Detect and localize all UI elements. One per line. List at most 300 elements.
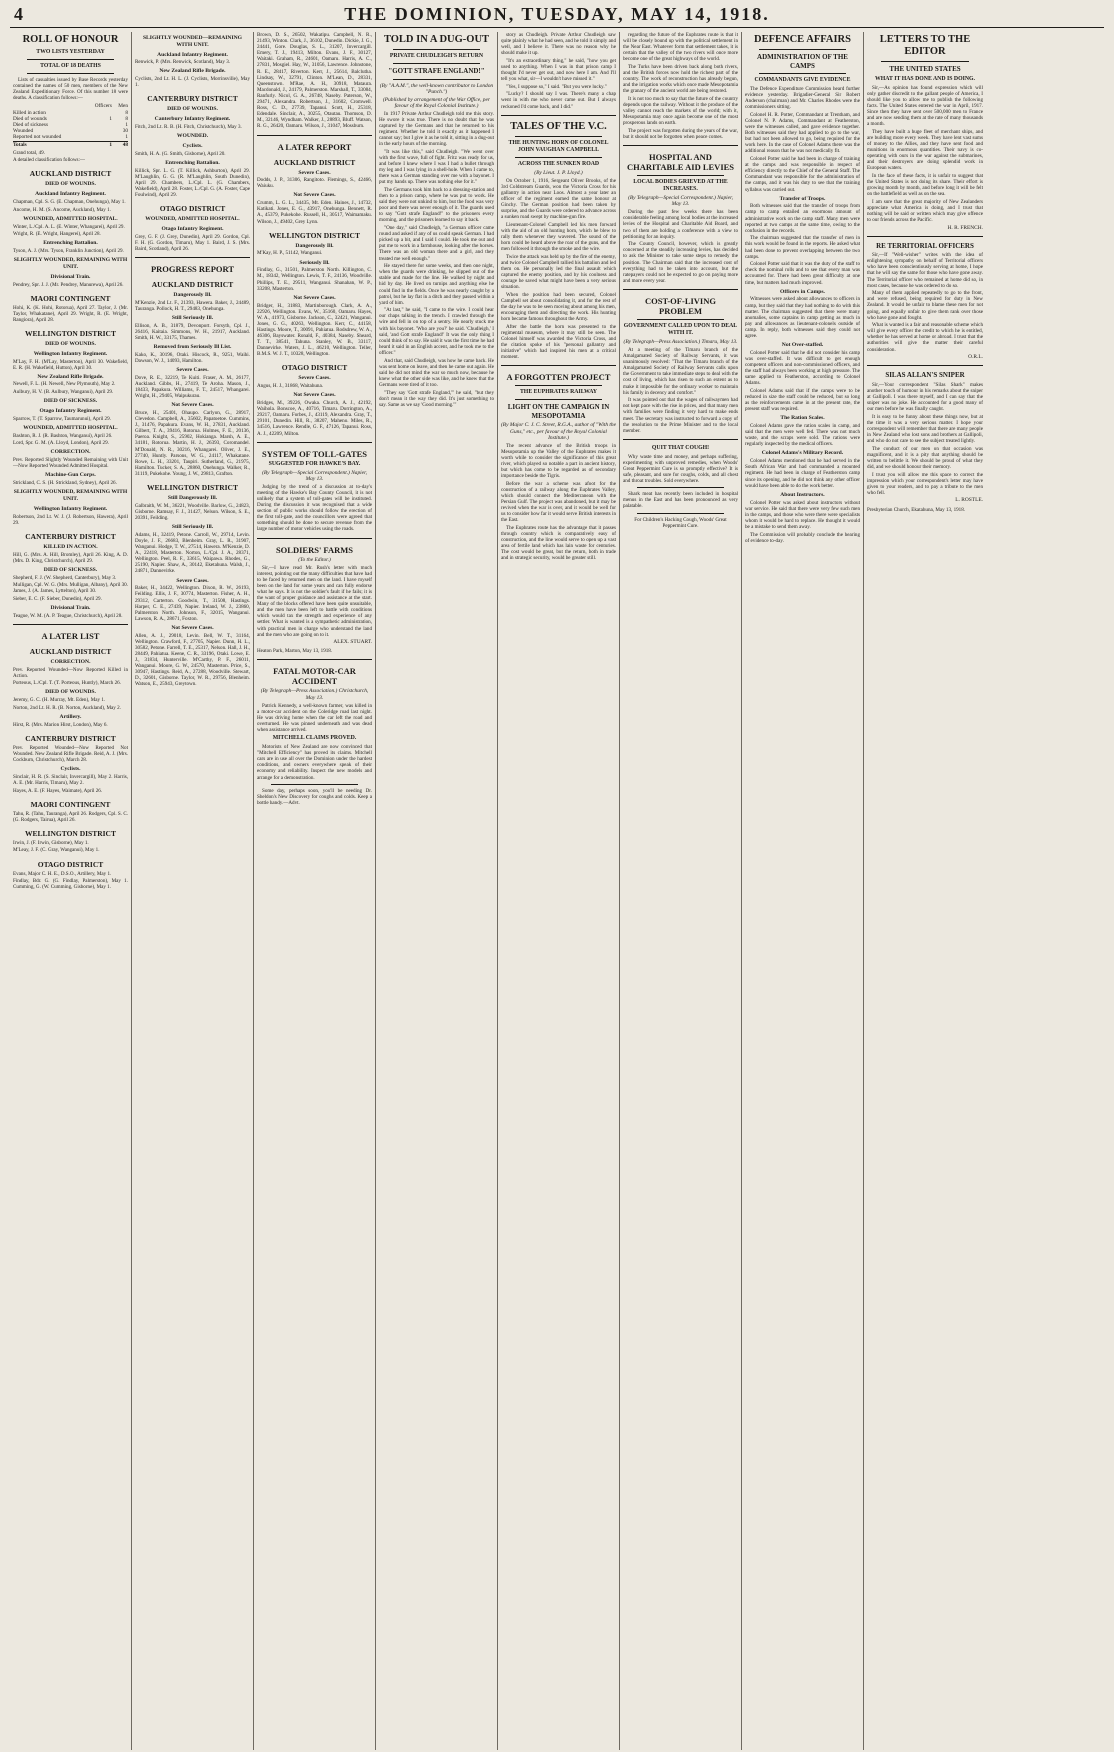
letters-headline: LETTERS TO THE EDITOR: [879, 34, 971, 57]
district-heading: CANTERBURY DISTRICT: [147, 94, 238, 104]
summary-men: 48: [112, 141, 128, 148]
column-2-casualties: [132, 32, 254, 1750]
article-paragraph: And that, said Chudleigh, was how he came back. He was sent home on leave, and then he came out again. He said he did not mind the war so much now, because he knew what the other side was like, and he knew that the Germans were tired of it too.: [379, 357, 494, 388]
letter-label: (To the Editor.): [298, 556, 331, 563]
fatal-accident-headline: FATAL MOTOR-CAR ACCIDENT: [273, 666, 356, 687]
condition-heading: Severe Cases.: [176, 367, 209, 374]
article-paragraph: Colonel Adams said that if the camps were to be reduced in size the staff could be reduced, but so long as the reinforcements came in at the present rate, the present staff was required.: [745, 387, 860, 413]
unit-heading: Wellington Infantry Regiment.: [33, 505, 108, 512]
letter-signature: O.R.L.: [968, 354, 983, 361]
casualty-category: CORRECTION.: [50, 658, 91, 665]
letter-heading: THE UNITED STATES: [889, 65, 961, 73]
article-paragraph: "Lucky? I should say I was. There's many a chap went in with me who never came out. But I always reckoned I'd come back, and I did.": [501, 91, 616, 110]
casualty-entry: Sparrow, T. (T. Sparrow, Taumarunui), April 29.: [13, 415, 111, 422]
letter-paragraph: The conduct of our men on that occasion was magnificent, and it is a pity that anything should be written to belittle it. We should be proud of what they did, and we should honour their memory.: [867, 445, 983, 470]
patient-list: Allen, A. J., 29018, Levin. Bell, W. T., 31164, Wellington. Crawford, F., 27705, Napier. Dunn, H. L., 30582, Petone. Farrell, T. E., 25317, Nelson. Hall, J. H., 28449, Pahiatua. Keene, C. R., 33196, Otaki. Lowe, E. J., 31834, Hunterville. M'Carthy, P. F., 26011, Wanganui. Moore, G. W., 24570, Masterton. Price, S., 30947, Hastings. Reid, A., 27288, Woodville. Stewart, D., 32601, Gisborne. Taylor, W. R., 29756, Blenheim. Watson, E., 25943, Greytown.: [135, 632, 250, 688]
district-heading: CANTERBURY DISTRICT: [25, 733, 116, 743]
article-paragraph: story as Chudleigh. Private Arthur Chudleigh saw quite plainly what he had seen, and he told it simply and well, and I believe it. There was no reason why he should make it up.: [501, 32, 616, 57]
hospital-deck: LOCAL BODIES GRIEVED AT THE INCREASES.: [633, 179, 728, 193]
article-paragraph: The Euphrates route has the advantage that it passes through country which is comparatively easy of construction, and the line would serve to open up a vast area of fertile land which has lain waste for centuries. The cost would be great, but the return, both in trade and in strategic security, would be greater still.: [501, 524, 616, 562]
casualty-entry: Chapman, Cpl. S. G. (E. Chapman, Onehunga), May 1.: [13, 199, 126, 206]
summary-header-cell: Officers: [94, 103, 112, 110]
unit-heading: Entrenching Battalion.: [43, 240, 98, 247]
hospital-levies-headline: HOSPITAL AND CHARITABLE AID LEVIES: [626, 152, 735, 173]
dugout-deck: PRIVATE CHUDLEIGH'S RETURN: [389, 53, 484, 59]
casualty-entry: Fitch, 2nd Lt. R. B. (H. Fitch, Christchurch), May 3.: [135, 124, 242, 131]
intro-text: Lists of casualties issued by Base Records yesterday contained the names of 50 men, members of the New Zealand Expeditionary Force. Of this number 18 were deaths. A classification follows:—: [13, 77, 128, 102]
letter-paragraph: Sir,—If "Well-wisher" writes with the idea of enlightening sympathy on behalf of Territorial officers who have been conscientiously serving at home, I hope that he will say the same for those who have gone away. The Territorial officer who remained at home did so, in most cases, because he was ordered to do so.: [867, 252, 983, 289]
summary-men: 1: [125, 121, 128, 128]
article-paragraph: Before the war a scheme was afoot for the construction of a railway along the Euphrates Valley, which should connect the Mediterranean with the Persian Gulf. The project was abandoned, but it may be revived when the war is over, and it would be well for us to consider how far it would serve British interests in the East.: [501, 480, 616, 524]
summary-label: Totals: [13, 141, 95, 148]
casualty-entry: Hirst, R. (Mrs. Marion Hirst, London), May 6.: [13, 721, 108, 728]
divider: [257, 135, 372, 136]
tales-deck: ACROSS THE SUNKEN ROAD: [517, 160, 600, 167]
summary-row: [13, 134, 128, 141]
district-heading: MAORI CONTINGENT: [30, 799, 111, 809]
article-paragraph: The Germans took him back to a dressing-station and then to a prison camp, where he was put to work. He said they were not unkind to him, but the food was very poor and there was never enough of it. The guards used to say "Gott strafe England!" to the prisoners every morning, and the prisoners learned to say it back.: [379, 187, 494, 224]
column-5-tales: [498, 32, 620, 1750]
condition-heading: Still Dangerously Ill.: [167, 495, 218, 502]
article-text: Patrick Kennedy, a well-known farmer, was killed in a motor-car accident on the Coleridge road last night. He was driving home when the car left the road and overturned. He was pinned underneath and was dead when assistance arrived.: [257, 702, 372, 734]
casualty-entry: Aulbury, H. V. (B. Aulbury, Wanganui), April 29.: [13, 389, 114, 396]
patient-list: Adams, H., 32419, Petone. Carroll, W., 29714, Levin. Doyle, J. F., 26683, Blenheim. Gray, L. R., 31907, Wanganui. Hodge, T. W., 27514, Hawera. M'Kenzie, D. A., 22418, Masterton. Norton, L./Cpl. J. A., 28371, Wellington. Peel, R. F., 33615, Waipawa. Rhodes, G., 25190, Napier. Shaw, A., 30142, Eketahuna. Walsh, J., 24871, Dannevirke.: [135, 531, 250, 575]
casualty-category: WOUNDED, ADMITTED HOSPITAL.: [23, 215, 118, 222]
summary-officers: 1: [95, 141, 112, 148]
casualty-category: KILLED IN ACTION.: [43, 543, 98, 550]
patient-list: Bridger, H., 31883, Martinborough. Clark, A. A., 22926, Wellington. Evans, W., 35160, Oamaru. Hayes, W. A., 41973, Gisborne. Jackson, C., 32421, Wanganui. Jones, G. G., 40263, Wellington. Kerr, C., 44158, Hastings. Moore, T., 30091, Pahiatua. Rodsdrew, W. A., 46306, Bayswater. Ronald, F., 40384, Naseby. Sheard, T. T., 38541, Tahuna. Stanley, W. B., 33117, Dannevirke. Waters, J. L., 46210, Wellington. Teller, B.M.S. W. J. T., 10328, Wellington.: [257, 302, 372, 358]
advert-text: Motorists of New Zealand are now convinced that "Mitchell Efficiency" has proved its claims. Mitchell cars are in use all over the Dominion under the hardest conditions, and owners everywhere speak of their economy and reliability. Inspect the new models and arrange for a demonstration.: [257, 744, 372, 781]
article-paragraph: It was pointed out that the wages of railwaymen had not kept pace with the rise in prices, and that many men with families were finding it very hard to make ends meet. The secretary was instructed to forward a copy of the resolution to the Prime Minister and to the local member.: [623, 397, 738, 434]
forgotten-project-headline: A FORGOTTEN PROJECT: [506, 372, 611, 383]
letter-paragraph: In the face of these facts, it is unfair to suggest that the United States is not doing its share. Their effort is growing month by month, and before long it will be felt on the battlefield as well as on the sea.: [867, 172, 983, 198]
unit-heading: Auckland Infantry Regiment.: [157, 51, 228, 58]
article-paragraph: The Defence Expenditure Commission heard further evidence yesterday. Brigadier-General Sir Robert Anderson (chairman) and Mr. Charles Rhodes were the commissioners sitting.: [745, 86, 860, 111]
article-paragraph: Twice the attack was held up by the fire of the enemy, and twice Colonel Campbell rallied his battalion and led them on. He personally led the final assault which captured the enemy position, and by his coolness and courage he saved what might have been a very serious situation.: [501, 253, 616, 291]
column-7-defence: [742, 32, 864, 1750]
casualty-entry: Irwin, J. (F. Irwin, Gisborne), May 1.: [13, 839, 89, 846]
article-paragraph: The Commission will probably conclude the hearing of evidence to-day.: [745, 531, 860, 544]
article-paragraph: regarding the future of the Euphrates route is that it will be closely bound up with the political settlement in the Near East. Whatever form that settlement takes, it is certain that the valley of the two rivers will once more become one of the great highways of the world.: [623, 32, 738, 63]
divider: [867, 236, 983, 237]
article-paragraph: The Turks have been driven back along both rivers, and the British forces now hold the richest part of the country. The work of reconstruction has already begun, and the irrigation works which once made Mesopotamia the granary of the ancient world are being restored.: [623, 63, 738, 95]
article-paragraph: Colonel Potter was asked about instructors without war service. He said that there were very few such men in the camps, and those who were there were specialists whom it would be hard to replace. He thought it would be a mistake to send them away.: [745, 499, 860, 530]
patient-list: Angus, H. J., 31868, Waitahuna.: [257, 383, 323, 390]
district-heading: WELLINGTON DISTRICT: [269, 230, 360, 240]
district-heading: WELLINGTON DISTRICT: [147, 483, 238, 493]
divider: [257, 538, 372, 539]
casualty-category: DIED OF WOUNDS.: [45, 340, 96, 347]
page-number: 4: [14, 4, 23, 24]
unit-heading: Cyclists.: [182, 142, 203, 149]
defence-affairs-headline: DEFENCE AFFAIRS: [754, 34, 851, 45]
news-note: Shark meat has recently been included in hospital menus in the East and has been pronounced as very palatable.: [623, 491, 738, 510]
casualty-entry: Smith, H. A. (G. Smith, Gisborne), April 20.: [135, 150, 226, 157]
article-paragraph: He stayed there for some weeks, and then one night, when the guards were drinking, he slipped out of the stable and made for the line. He walked by night and hid by day. He lived on turnips and anything else he could find in the fields. Once he was nearly caught by a patrol, but he lay flat in a ditch and they passed within a yard of him.: [379, 263, 494, 306]
tales-deck: THE HUNTING HORN OF COLONEL JOHN VAUGHAN CAMPBELL: [508, 139, 609, 153]
article-paragraph: "It was like this," said Chudleigh. "We went over with the first wave, full of fight. Fritz was ready for us, and before I knew where I was I had a bullet through my leg and I was lying in a shell-hole. When I came to, there was a German standing over me with a bayonet. I put my hands up. There was nothing else for it.": [379, 148, 494, 186]
divider: [13, 624, 128, 625]
unit-heading: Auckland Infantry Regiment.: [35, 191, 106, 198]
advert-heading: MITCHELL CLAIMS PROVED.: [272, 735, 357, 742]
divider: [623, 289, 738, 290]
unit-heading: New Zealand Rifle Brigade.: [37, 373, 104, 380]
casualty-category: DIED OF WOUNDS.: [45, 181, 96, 188]
patient-list: Kako, K., 30196, Otaki. Hiscock, R., 9251, Waihi. Dawson, W. J., 14093, Hamilton.: [135, 351, 250, 364]
summary-men: 1: [125, 134, 128, 141]
divider: [637, 175, 724, 176]
condition-heading: Dangerously Ill.: [173, 291, 212, 298]
summary-officers: 1: [109, 115, 112, 122]
letter-paragraph: I trust you will allow me this space to correct the impression which your correspondent's letter may have given to your readers, and to pay a tribute to the men who fell.: [867, 471, 983, 496]
letter-signature: L. ROSTLE.: [955, 497, 983, 504]
unit-heading: New Zealand Rifle Brigade.: [159, 68, 226, 75]
unit-heading: Wellington Infantry Regiment.: [33, 350, 108, 357]
district-heading: AUCKLAND DISTRICT: [273, 157, 356, 167]
article-paragraph: In 1917 Private Arthur Chudleigh told me this story. He swore it was true. There is no doubt that he was captured by the Germans and that he returned to his regiment. Whether he told it exactly as it happened I cannot say; but I give it as he told it, sitting in a dug-out in the early hours of the morning.: [379, 110, 494, 148]
letter-subheading: WHAT IT HAS DONE AND IS DOING.: [874, 75, 976, 82]
casualty-entry: Bashton, R. J. (R. Bashton, Wanganui), April 26.: [13, 432, 113, 439]
casualty-entry: Winter, L./Cpl. A. L. (E. Winter, Whangarei), April 29.: [13, 223, 125, 230]
letter-paragraph: Sir,—As opinion has found expression which will only gather discredit to the gallant people of America, I should like you to allow me to publish the following facts. The United States entered the war in April, 1917. Since then they have sent over 500,000 men to France and are now sending them at the rate of many thousands a month.: [867, 84, 983, 128]
letter-paragraph: They have built a huge fleet of merchant ships, and are building more every week. They have lent vast sums of money to the Allies, and they have sent food and munitions in enormous quantities. Their navy is co-operating with ours in the war against the submarines, and their destroyers are doing splendid work in European waters.: [867, 128, 983, 172]
article-paragraph: It is not too much to say that the future of the country depends upon the railway. Without it the produce of the valley cannot reach the markets of the world; with it, Mesopotamia may once again become one of the most prosperous lands on earth.: [623, 95, 738, 127]
condition-heading: Not Severe Cases.: [293, 392, 336, 399]
tales-vc-headline: TALES OF THE V.C.: [510, 120, 607, 132]
summary-label: Wounded: [13, 128, 34, 135]
casualty-category: WOUNDED.: [176, 133, 209, 140]
column-1-roll-of-honour: [10, 32, 132, 1750]
summary-header-cell: Men: [118, 103, 128, 110]
grand-total: Grand total, 49.: [13, 149, 45, 156]
letter-heading: SILAS ALLAN'S SNIPER: [885, 371, 965, 380]
article-paragraph: The recent advance of the British troops in Mesopotamia up the Valley of the Euphrates makes it worth while to consider the significance of this great river, which played so notable a part in ancient history, but which has come to be regarded as of secondary importance beside the Tigris.: [501, 442, 616, 480]
byline: (By Lieut. J. P. Lloyd.): [534, 169, 583, 176]
casualty-entry: Teague, W. M. (A. P. Teague, Christchurch), April 28.: [13, 612, 123, 619]
section-subhead: Colonel Adams's Military Record.: [761, 450, 844, 457]
casualty-entry: Findlay, Bdr. G. (G. Findlay, Palmerston), May 1. Cumming, G. (W. Cumming, Gisborne), May 1.: [13, 878, 128, 891]
patient-list: Bridges, M., 39226, Owaka. Church, A. J., 42192, Waihola. Bonscoe, A., 40716, Timaru. Dorrington, A., 29217, Oamaru. Forbes, J., 43119, Alexandra. Gray, T., 29101, Dunedin. Hill, R., 38207, Maheno. Miles, R., 34516, Lawrence. Rendle, G. F., 47126, Tapanui. Ross, A. J., 42209, Milton.: [257, 400, 372, 437]
masthead: [10, 0, 1104, 28]
dateline: (By Telegraph—Press Association.) Christchurch, May 13.: [260, 688, 369, 701]
article-paragraph: Colonel Adams gave the ration scales in camp, and said that the men were well fed. There was not much waste, and the scraps were sold. The rations were regularly inspected by the medical officers.: [745, 423, 860, 448]
unit-heading: Divisional Train.: [50, 604, 91, 611]
casualty-entry: Porteous, L./Cpl. T. (T. Porteous, Huntly), March 26.: [13, 680, 121, 687]
divider: [759, 73, 846, 74]
unit-heading: Entrenching Battalion.: [165, 159, 220, 166]
unit-heading: Machine-Gun Corps.: [45, 472, 96, 479]
casualty-entry: Cyclists, 2nd Lt. H. L. (J. Cyclists, Morrinsville), May 1.: [135, 76, 250, 89]
summary-officers: [95, 134, 112, 141]
advert-text: For Children's Hacking Cough, Woods' Great Peppermint Cure.: [634, 516, 727, 529]
condition-heading: Not Severe Cases.: [293, 294, 336, 301]
divider: [515, 385, 602, 386]
divider: [515, 399, 602, 400]
article-paragraph: "It's an extraordinary thing," he said, "how you get used to anything. When I was in that prison camp I thought I'd never get out, and now here I am. And I'll tell you what, sir—I wouldn't have missed it.": [501, 57, 616, 83]
article-paragraph: Both witnesses said that the transfer of troops from camp to camp entailed an enormous amount of administrative work on the camp staff. Many men were reported at two camps at the same time, owing to the confusion in the records.: [745, 203, 860, 234]
casualty-entry: Pendrey, Spr. J. J. (Mr. Pendrey, Manurewa), April 26.: [13, 281, 124, 288]
patient-list: M'Kenzie, 2nd Lt. F., 21393, Hawera. Baker, J., 24489, Tauranga. Pollock, H. T., 29483, Onehunga.: [135, 299, 250, 312]
unit-heading: Artillery.: [59, 713, 82, 720]
casualty-entry: Sieber, E. C. (F. Sieber, Dunedin), April 29.: [13, 595, 102, 602]
patient-list: M'Kay, H. P., 51142, Wanganui.: [257, 250, 323, 257]
patient-list: Ellison, A. B., 31879, Devonport. Forsyth, Cpl. J., 26416, Kaitaia. Simmons, W. H., 21917, Auckland. Smith, H. W., 33175, Thames.: [135, 322, 250, 341]
summary-total-row: [13, 141, 128, 148]
dugout-deck-quote: "GOTT STRAFE ENGLAND!": [388, 67, 485, 75]
divider: [881, 61, 969, 62]
divider: [501, 115, 616, 116]
article-paragraph: Lieutenant-Colonel Campbell led his men forward with the aid of an old hunting horn, which he blew to rally them whenever they wavered. The sound of the horn could be heard above the roar of the guns, and the men followed it through the smoke and the wire.: [501, 221, 616, 253]
article-paragraph: The chairman suggested that the transfer of men in this work would be found in the reports. He asked what had been done to prevent overlapping between the two camps.: [745, 235, 860, 260]
article-paragraph: "One day," said Chudleigh, "a German officer came round and asked if any of us could speak German. I had picked up a bit, and I said I could. He took me out and put me to work in a farmhouse, looking after the horses. There was an old woman there and a girl, and they treated me well enough.": [379, 225, 494, 262]
letter-place: Heaton Park, Marton, May 13, 1918.: [257, 648, 333, 655]
article-paragraph: "They say 'Gott strafe England,'" he said, "but they don't mean it the way they did. It's just something to say. Same as we say 'Good morning.'": [379, 389, 494, 408]
patient-list: Dove, R. E., 32219, Te Kuiti. Fraser, A. M., 26177, Auckland. Gibbs, H., 27419, Te Aroha. Mason, J., 18433, Papakura. Williams, F. T., 24517, Whangarei. Wright, H., 29405, Waipukurau.: [135, 374, 250, 400]
patient-list: Bruce, H., 25401, Ohaupo. Carlyon, G., 28917, Clevedon. Campbell, A., 35602, Papatoetoe. Cummins, J., 31476, Papakura. Evans, W. H., 27831, Auckland. Gilbert, T. A., 39416, Rotorua. Holmes, F. E., 20136, Paeroa. Knight, S., 25902, Hokianga. Marsh, A. E., 34181, Rotorua. Martin, H. J., 26393, Coromandel. M'Donald, N. R., 30216, Whangarei. Oliver, J. E., 27740, Huntly. Parsons, W. G., 24117, Whakatane. Rowe, L. H., 33201, Taupiri. Sutherland, G., 21975, Hamilton. Tucker, S. A., 28860, Onehunga. Walker, R., 31119, Pukekohe. Young, J. W., 29813, Grafton.: [135, 410, 250, 477]
letter-signature: H. R. FRENCH.: [947, 224, 983, 231]
casualty-entry: Jeremy, G. C. (H. Murray, Mt. Eden), May 1.: [13, 697, 106, 704]
casualty-entry: Ancome, H. M. (S. Ancome, Auckland), May 1.: [13, 206, 111, 213]
district-heading: OTAGO DISTRICT: [159, 204, 226, 214]
defence-deck: COMMANDANTS GIVE EVIDENCE: [754, 77, 851, 83]
byline: (By Major C. J. C. Street, R.G.A., author of "With the Guns," etc., per favour of the Royal Colonial Institute.): [501, 422, 616, 441]
patient-list: Galbraith, W. M., 36221, Woodville. Barlow, G., 24823, Gisborne. Ramsay, F. J., 31427, Nelson. Wilson, S. E., 20391, Feilding.: [135, 502, 250, 522]
column-6-local-news: [620, 32, 742, 1750]
divider: [393, 79, 480, 80]
patient-list: Findlay, G., 31501, Palmerston North. Killington, C. M., 18342, Wellington. Lewis, T. F., 24136, Woodville. Phillips, T. E., 29511, Wanganui. Shanahan, W. P., 33208, Masterton.: [257, 267, 372, 292]
divider: [135, 257, 250, 258]
condition-heading: Still Seriously Ill.: [171, 524, 214, 531]
article-paragraph: Colonel H. R. Potter, Commandant at Trentham, and Colonel N. P. Adams, Commandant at Featherston, were the witnesses called, and gave evidence together. Both witnesses said they had applied to go to the war, but had not been allowed to go, being required for the work here. In the case of Colonel Adams there was the additional reason that he was not medically fit.: [745, 111, 860, 155]
unit-heading: Otago Infantry Regiment.: [161, 225, 224, 232]
condition-heading: Still Seriously Ill.: [171, 314, 214, 321]
patient-list: Baker, H., 34422, Wellington. Dixon, R. W., 26193, Feilding. Ellis, J. F., 30774, Masterton. Fisher, A. H., 29312, Carterton. Goodwin, T., 31508, Hastings. Harper, C. E., 27439, Napier. Ireland, W. J., 23860, Palmerston North. Johnson, F., 32015, Wanganui. Lawson, R. A., 28671, Foxton.: [135, 585, 250, 622]
divider: [623, 439, 738, 440]
summary-label: Died of sickness: [13, 121, 49, 128]
summary-men: 8: [125, 109, 128, 116]
unit-heading: Cyclists.: [60, 766, 81, 773]
condition-heading: Removed from Seriously Ill List.: [153, 344, 232, 351]
divider: [393, 63, 480, 64]
condition-heading: Severe Cases.: [298, 375, 331, 382]
summary-label: Died of wounds: [13, 115, 47, 122]
casualty-category: WOUNDED, ADMITTED HOSPITAL.: [145, 216, 240, 223]
detail-intro: A detailed classification follows:—: [13, 157, 86, 164]
advert-text: Why waste time and money, and perhaps suffering, experimenting with unproved remedies, when Woods' Great Peppermint Cure is so promptly effective? It is safe, pleasant, and sure for coughs, colds, and all chest and throat troubles. Sold everywhere.: [623, 453, 738, 485]
article-paragraph: On October 1, 1916, Sergeant Oliver Brooks, of the 3rd Coldstream Guards, won the Victoria Cross for his gallantry in action near Loos. Almost a year later an officer of the regiment earned the same honour at Ginchy. The German position had been taken by surprise, and the Guards were ordered to advance across a sunken road swept by machine-gun fire.: [501, 177, 616, 221]
article-paragraph: "Yes, I suppose so," I said. "But you were lucky.": [506, 83, 607, 90]
divider: [759, 49, 846, 50]
casualty-entry: Sinclair, H. R. (S. Sinclair, Invercargill), May 2. Harris, A. E. (Mr. Harris, Timaru), May 2.: [13, 773, 128, 786]
patient-list: Crumm, L. G. L., 34435, Mt. Eden. Haines, J., 14732, Katikati. Jones, E. G., 43917, Onehunga. Bennett, R. A., 45379, Pukekohe. Russell, H., 30517, Waimamaku. Wilson, J., 49402, Grey Lynn.: [257, 200, 372, 225]
summary-men: 30: [122, 128, 128, 135]
toll-gates-headline: SYSTEM OF TOLL-GATES: [261, 448, 368, 459]
patient-list: Brown, D. S., 26502, Wakatipu. Campbell, N. R., 21493, Winton. Clark, J., 36102, Dunedin. Dickie, J. G., 24441, Gore. Douglas, S. L., 31207, Invercargill. Emery, T. J., 19413, Milton. Evans, J. F., 30127, Waitaki. Graham, R., 24601, Oamaru. Harris, A. C., 27831, Mosgiel. Hay, W., 31056, Lawrence. Johnstone, R. E., 28417, Riverton. Kerr, J., 25614, Balclutha. Lindsay, W., 32791, Clinton. M'Lean, D., 28331, Queenstown. M'Rae, A. H., 30918, Mataura. Macdonald, J., 24179, Palmerston. Marshall, T., 33084, Ranfurly. Nicol, G. A., 26748, Naseby. Paterson, W., 29471, Alexandra. Robertson, J., 31602, Cromwell. Ross, C. D., 27739, Tapanui. Scott, H., 25318, Edendale. Sinclair, A., 30255, Otautau. Thomson, D. M., 32146, Wyndham. Walker, J., 28893, Bluff. Watson, R. G., 26420, Oamaru. Wilson, J., 31047, Mossburn.: [257, 32, 372, 130]
district-heading: WELLINGTON DISTRICT: [25, 828, 116, 838]
article-paragraph: "At last," he said, "I came to the wire. I could hear our chaps talking in the trench. I crawled through the wire and fell in on top of a sentry. He nearly stuck me with his bayonet. 'Who are you?' he said. 'Chudleigh,' I said, 'and Gott strafe England!' It was the only thing I could think of to say. He said it was the first time he had heard it said in an English accent, and he took me to the officer.": [379, 307, 494, 356]
forgotten-deck: LIGHT ON THE CAMPAIGN IN MESOPOTAMIA: [507, 403, 610, 420]
casualty-entry: Prev. Reported Wounded—Now Reported Not Wounded. New Zealand Rifle Brigade. Reid, A. J. (Mrs. Cockburn, Christchurch), March 28.: [13, 744, 128, 763]
article-paragraph: Witnesses were asked about allowances to officers in camp, but they said that they had nothing to do with this matter. The chairman suggested that there were many anomalies, some captains in camp getting as much in pay and allowances as lieutenant-colonels outside of camp. In reply, both witnesses said they could not agree.: [745, 296, 860, 339]
district-heading: OTAGO DISTRICT: [281, 363, 348, 373]
casualty-entry: Mulligan, Cpl. W. G. (Mrs. Mulligan, Albany), April 30. James, J. (A. James, Lyttelton), April 30.: [13, 582, 128, 595]
casualty-entry: Strickland, C. S. (H. Strickland, Sydney), April 26.: [13, 480, 117, 487]
summary-men: 8: [125, 115, 128, 122]
article-paragraph: Colonel Potter said that it was the duty of the staff to check the nominal rolls and to see that every man was accounted for. There had been great difficulty at one time, but matters had much improved.: [745, 261, 860, 286]
correction-text: Prev. Reported Wounded—Now Reported Killed in Action.: [13, 666, 128, 679]
roll-of-honour-headline: ROLL OF HONOUR: [22, 34, 119, 45]
casualty-category: DIED OF WOUNDS.: [45, 689, 96, 696]
column-4-dugout-story: [376, 32, 498, 1750]
article-paragraph: The County Council, however, which is greatly concerned at the steadily increasing levies, has decided to ask the Minister to take some steps to remedy the position. The Chairman said that the increased cost of everything had to be taken into account, but the ratepayers could not be expected to go on paying more and more every year.: [623, 241, 738, 284]
summary-label: Killed in action: [13, 109, 46, 116]
casualty-category: SLIGHTLY WOUNDED—REMAINING WITH UNIT.: [142, 35, 243, 48]
section-subhead: Officers in Camps.: [780, 288, 825, 295]
casualty-entry: M'Leay, J. F. (C. Gray, Wanganui), May 1.: [13, 847, 100, 854]
divider: [515, 157, 602, 158]
casualty-entry: Grey, G. F. (J. Grey, Dunedin), April 29. Gordon, Cpl. F. H. (G. Gordon, Timaru), May 1. Baird, J. S. (Mrs. Baird, Scotland), April 26.: [135, 233, 250, 252]
article-paragraph: Colonel Potter said that he did not consider his camp was over-staffed. It was difficult to get enough competent officers and non-commissioned officers, and the staff had always been working at high pressure. The same applied to Featherston, according to Colonel Adams.: [745, 349, 860, 387]
district-heading: AUCKLAND DISTRICT: [29, 646, 112, 656]
article-paragraph: During the past few weeks there has been considerable feeling among local bodies at the increased levies of the Hospital and Charitable Aid Board, and two of them are holding a conference with a view to petitioning for an inquiry.: [623, 209, 738, 240]
casualty-category: SLIGHTLY WOUNDED, REMAINING WITH UNIT.: [13, 489, 128, 503]
divider: [637, 487, 724, 488]
unit-heading: Canterbury Infantry Regiment.: [154, 116, 231, 123]
divider: [27, 59, 114, 60]
casualty-entry: Newell, F. L. (H. Newell, New Plymouth), May 2.: [13, 381, 116, 388]
article-paragraph: Colonel Adams mentioned that he had served in the South African War and had commanded a mounted regiment. He had been in charge of Featherston camp since its opening, and he did not think any other officer would have been able to do the work better.: [745, 458, 860, 489]
advert-text: Some day, perhaps soon, you'll be needing Dr. Sheldon's New Discovery for coughs and colds. Keep a bottle handy.—Advt.: [257, 787, 372, 806]
divider: [257, 442, 372, 443]
letter-paragraph: Many of them applied repeatedly to go to the front, and were refused, being required for duty in New Zealand. It would be unfair to blame these men for not going, and equally unfair to give them rank over those who have gone and fought.: [867, 290, 983, 321]
letter-paragraph: What is wanted is a fair and reasonable scheme which will give every officer the credit to which he is entitled, whether he has served at home or abroad. I trust that the authorities will give the matter their careful consideration.: [867, 322, 983, 353]
casualty-entry: Lord, Spr. G. M. (A. Lloyd, London), April 29.: [13, 440, 109, 447]
letter-paragraph: It is easy to be funny about these things now, but at the time it was a very serious matter. I hope your correspondent will remember that there are many people in New Zealand who lost sons and brothers at Gallipoli, and who do not care to see the subject treated lightly.: [867, 413, 983, 445]
cost-of-living-headline: COST-OF-LIVING PROBLEM: [644, 295, 716, 316]
casualty-category: DIED OF SICKNESS.: [43, 566, 98, 573]
section-subhead: Transfer of Troops.: [779, 195, 826, 202]
summary-label: Reported not wounded: [13, 134, 62, 141]
dugout-headline: TOLD IN A DUG-OUT: [383, 34, 490, 45]
casualty-entry: Hohi, K. (K. Hohi, Rotorua), April 27. Taylor, J. (Mr. Taylor, Whakatane), April 29. Wright, R. (E. Wright, Rangiora), April 28.: [13, 304, 128, 323]
casualty-entry: Hayes, A. E. (F. Hayes, Waimate), April 26.: [13, 787, 103, 794]
section-subhead: Not Over-staffed.: [781, 342, 824, 349]
divider: [257, 659, 372, 660]
divider: [515, 136, 602, 137]
casualty-entry: Tyson, A. J. (Mrs. Tyson, Franklin Junction), April 29.: [13, 248, 124, 255]
column-3-reports: [254, 32, 376, 1750]
letter-paragraph: I am sure that the great majority of New Zealanders appreciate what America is doing, and I trust that nothing will be said or written which may give offence to our friends across the Pacific.: [867, 198, 983, 223]
condition-heading: Seriously Ill.: [299, 259, 330, 266]
district-heading: MAORI CONTINGENT: [30, 293, 111, 303]
two-lists-deck: TWO LISTS YESTERDAY: [36, 49, 105, 55]
casualty-entry: M'Lay, F. H. (M'Lay, Masterton), April 30. Wakefield, E. R. (H. Wakefield, Hutton), April 30.: [13, 358, 128, 371]
dateline: (By Telegraph—Special Correspondent.) Napier, May 13.: [262, 469, 367, 482]
divider: [623, 145, 738, 146]
advert-heading: QUIT THAT COUGH!: [651, 444, 710, 451]
divider: [867, 365, 983, 366]
unit-heading: Divisional Train.: [50, 273, 91, 280]
casualty-entry: Renwick, P. (Mrs. Renwick, Scotland), May 3.: [135, 59, 231, 66]
article-paragraph: After the battle the horn was presented to the regimental museum, where it may still be seen. The Colonel himself was awarded the Victoria Cross, and the citation spoke of his "personal gallantry and initiative" which had inspired his men at a critical moment.: [501, 323, 616, 361]
district-heading: AUCKLAND DISTRICT: [151, 279, 234, 289]
dateline: (By Telegraph—Press Association.) Timaru, May 13.: [623, 338, 738, 345]
casualty-category: DIED OF SICKNESS.: [43, 398, 98, 405]
cost-deck: GOVERNMENT CALLED UPON TO DEAL WITH IT.: [623, 322, 738, 336]
defence-deck: ADMINISTRATION OF THE CAMPS: [757, 53, 848, 70]
condition-heading: Not Severe Cases.: [171, 624, 214, 631]
casualty-entry: Killick, Spr. L. G. (T. Killick, Ashburton), April 29. M'Laughlin, G. G. (R. M'Laughlin, South Dunedin), April 29. Chambers, L./Cpl. L. (G. Chambers, Wakefield), April 28. Foster, L./Cpl. G. (A. Foster, Cape Foulwind), April 29.: [135, 167, 250, 199]
divider: [637, 319, 724, 320]
letter-signature: ALEX. STUART.: [333, 639, 372, 646]
condition-heading: Severe Cases.: [298, 169, 331, 176]
casualty-entry: Shepherd, F. J. (W. Shepherd, Canterbury), May 3.: [13, 574, 117, 581]
byline: (By "A.A.M.", the well-known contributor to London "Punch."): [379, 82, 494, 95]
district-heading: OTAGO DISTRICT: [37, 859, 104, 869]
divider: [27, 73, 114, 74]
section-subhead: The Ration Scales.: [780, 415, 825, 422]
newspaper-title: THE DOMINION, TUESDAY, MAY 14, 1918.: [344, 4, 770, 24]
total-deaths-deck: TOTAL OF 18 DEATHS: [40, 63, 101, 69]
divider: [637, 513, 724, 514]
byline: (Published by arrangement of the War Office, per favour of the Royal Colonial Institute.): [383, 96, 490, 109]
dateline: (By Telegraph—Special Correspondent.) Napier, May 13.: [628, 195, 733, 208]
article-paragraph: When the position had been secured, Colonel Campbell set about consolidating it, and for the rest of the day he was to be seen moving about among his men, encouraging them and directing the work. His hunting horn became famous throughout the Army.: [501, 291, 616, 323]
letter-heading: RE TERRITORIAL OFFICERS: [876, 241, 974, 250]
correction-text: Prev. Reported Slightly Wounded Remaining with Unit—Now Reported Wounded Admitted Hospital.: [13, 457, 128, 470]
district-heading: CANTERBURY DISTRICT: [25, 531, 116, 541]
district-heading: AUCKLAND DISTRICT: [29, 169, 112, 179]
divider: [501, 365, 616, 366]
soldiers-farms-headline: SOLDIERS' FARMS: [275, 544, 354, 555]
letter-paragraph: Sir,—Your correspondent "Silas Shark" makes another touch of humour in his remarks about the sniper at Gallipoli. I was there myself, and I can say that the sniper was no joke. He accounted for a good many of our men before he was finally caught.: [867, 381, 983, 413]
patient-list: Dodds, J. P., 31306, Rangitoto. Flemings, S., 42466, Waiuku.: [257, 177, 372, 190]
casualty-entry: Norton, 2nd Lt. H. R. (B. Norton, Auckland), May 2.: [13, 704, 121, 711]
casualty-entry: Evans, Major C. H. E., D.S.O., Artillery, May 1.: [13, 870, 112, 877]
casualty-category: SLIGHTLY WOUNDED, REMAINING WITH UNIT.: [13, 257, 128, 270]
casualty-entry: Tahu, R. (Tahu, Tauranga), April 26. Rodgers, Cpl. S. C. (G. Rodgers, Tairua), April 26.: [13, 810, 128, 823]
unit-heading: Otago Infantry Regiment.: [39, 407, 102, 414]
later-list-headline: A LATER LIST: [41, 630, 100, 641]
article-paragraph: The project was forgotten during the years of the war, but it should not be forgotten when peace comes.: [623, 127, 738, 140]
casualty-summary-table: [13, 103, 128, 147]
forgotten-deck: THE EUPHRATES RAILWAY: [519, 389, 598, 396]
casualty-category: WOUNDED, ADMITTED HOSPITAL.: [23, 424, 118, 431]
column-8-letters: [864, 32, 986, 1750]
district-heading: WELLINGTON DISTRICT: [25, 328, 116, 338]
article-paragraph: At a meeting of the Timaru branch of the Amalgamated Society of Railway Servants, it was unanimously resolved: "That the Timaru branch of the Amalgamated Society of Railway Servants calls upon the Government to take immediate steps to deal with the cost of living, which has risen to such an extent as to make it impossible for the ordinary worker to maintain his family in decency and comfort.": [623, 347, 739, 396]
condition-heading: Dangerously Ill.: [295, 242, 334, 249]
divider: [271, 784, 358, 785]
condition-heading: Not Severe Cases.: [171, 402, 214, 409]
progress-report-headline: PROGRESS REPORT: [150, 263, 235, 274]
letter-place: Presbyterian Church, Ekatahuna, May 13, 1918.: [867, 506, 966, 513]
article-paragraph: Colonel Potter said he had been in charge of training at the camps and was responsible in respect of efficiency directly to the Chief of the General Staff. The Commandant was responsible for the administration of the camps, and it was his duty to see that the training syllabus was carried out.: [745, 156, 860, 193]
columns: [10, 32, 1104, 1750]
casualty-category: CORRECTION.: [50, 449, 91, 456]
casualty-entry: Robertson, 2nd Lt. W. J. (J. Robertson, Hawera), April 29.: [13, 513, 128, 526]
casualty-entry: Hill, G. (Mrs. A. Hill, Bromley), April 26. King, A. D. (Mrs. D. King, Christchurch), April 29.: [13, 551, 128, 564]
condition-heading: Severe Cases.: [176, 577, 209, 584]
section-subhead: About Instructors.: [780, 491, 825, 498]
toll-gates-deck: SUGGESTED FOR HAWKE'S BAY.: [268, 460, 361, 467]
later-report-headline: A LATER REPORT: [277, 141, 352, 152]
article-text: Judging by the trend of a discussion at to-day's meeting of the Hawke's Bay County Council, it is not unlikely that a system of toll-gates will be instituted. During the discussion it was recognised that a wide section of public works should follow the erection of the first toll-gate, and the councillors were agreed that something should be done to secure revenue from the large number of motor vehicles using the roads.: [257, 483, 372, 533]
condition-heading: Not Severe Cases.: [293, 192, 336, 199]
casualty-category: DIED OF WOUNDS.: [167, 106, 218, 113]
letter-text: Sir,—I have read Mr. Rush's letter with much interest, pointing out the many difficulties that have had to be faced by returned men on the land. I have myself been on the land for some years and can fully endorse what he says. It is not the soldier's fault if he fails; it is the want of proper guidance and assistance at the start. Many of the blocks offered have been quite unsuitable, and the men have been left to battle with conditions which would tax the strength and experience of any settler. What is wanted is a sympathetic administration, with practical men in charge who understand the land and the men who are going on to it.: [257, 564, 372, 638]
casualty-entry: Wright, R. (E. Wright, Hangerei), April 28.: [13, 231, 101, 238]
